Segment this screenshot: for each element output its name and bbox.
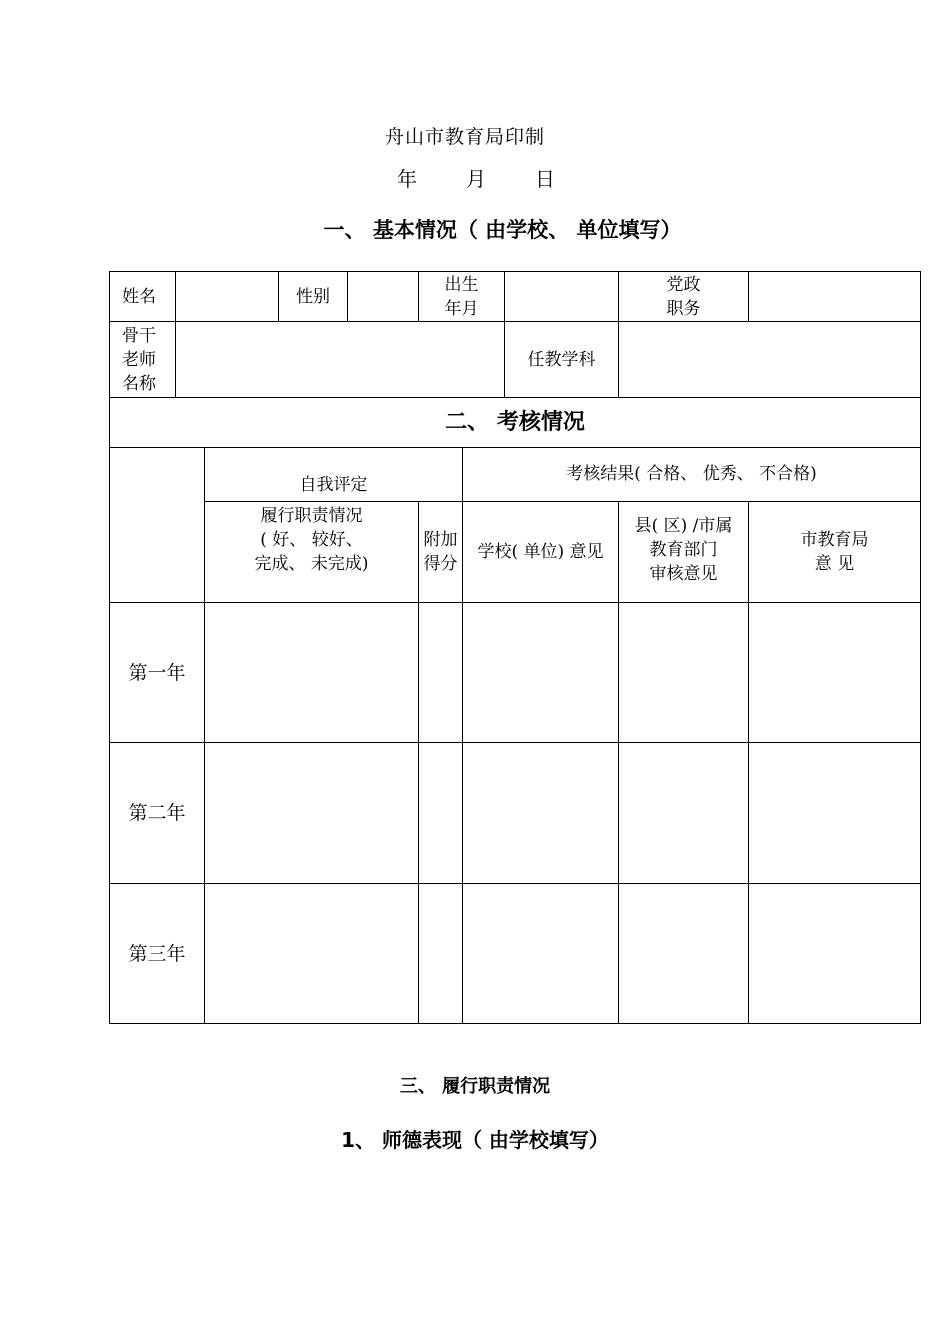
basic-info-row-1 [110, 272, 921, 322]
assessment-header-row-1 [110, 448, 921, 502]
school-opinion-cell[interactable] [463, 884, 619, 1024]
extra-score-cell[interactable] [419, 603, 463, 743]
year-3-label: 第三年 [110, 884, 205, 1024]
year-2-label: 第二年 [110, 743, 205, 884]
duty-performance-header: 履行职责情况 ( 好、 较好、 完成、 未完成) [205, 502, 419, 603]
school-opinion-cell[interactable] [463, 743, 619, 884]
section-duty-title: 三、 履行职责情况 [399, 1076, 551, 1097]
backbone-title-field[interactable] [176, 322, 505, 398]
city-opinion-cell[interactable] [749, 884, 921, 1024]
year-1-label: 第一年 [110, 603, 205, 743]
gender-label: 性别 [279, 272, 348, 322]
publisher-line: 舟山市教育局印制 [384, 126, 545, 148]
subject-field[interactable] [619, 322, 921, 398]
extra-score-cell[interactable] [419, 884, 463, 1024]
year-row-2 [110, 743, 921, 884]
extra-score-header: 附加 得分 [419, 502, 463, 603]
duty-cell[interactable] [205, 743, 419, 884]
city-opinion-cell[interactable] [749, 743, 921, 884]
year-row-3 [110, 884, 921, 1024]
city-opinion-cell[interactable] [749, 603, 921, 743]
birth-date-label: 出生 年月 [419, 272, 505, 322]
date-month-label: 月 [466, 167, 486, 191]
year-header-blank [110, 448, 205, 603]
assessment-result-header: 考核结果( 合格、 优秀、 不合格) [463, 448, 921, 502]
self-evaluation-header: 自我评定 [205, 448, 463, 502]
city-bureau-opinion-header: 市教育局 意 见 [749, 502, 921, 603]
assessment-section-title: 二、 考核情况 [110, 398, 921, 448]
basic-info-row-2 [110, 322, 921, 398]
date-day-label: 日 [535, 167, 555, 191]
school-opinion-cell[interactable] [463, 603, 619, 743]
ethics-subtitle: 1、 师德表现（ 由学校填写） [341, 1128, 609, 1152]
subject-label: 任教学科 [505, 322, 619, 398]
duty-cell[interactable] [205, 884, 419, 1024]
appraisal-form-table [109, 271, 921, 1024]
school-opinion-header: 学校( 单位) 意见 [463, 502, 619, 603]
county-review-cell[interactable] [619, 884, 749, 1024]
party-position-field[interactable] [749, 272, 921, 322]
assessment-title-row [110, 398, 921, 448]
extra-score-cell[interactable] [419, 743, 463, 884]
birth-date-field[interactable] [505, 272, 619, 322]
county-review-header: 县( 区) /市属 教育部门 审核意见 [619, 502, 749, 603]
name-label: 姓名 [110, 272, 176, 322]
section-basic-info-title: 一、 基本情况（ 由学校、 单位填写） [323, 218, 682, 242]
county-review-cell[interactable] [619, 603, 749, 743]
year-row-1 [110, 603, 921, 743]
name-field[interactable] [176, 272, 279, 322]
county-review-cell[interactable] [619, 743, 749, 884]
backbone-title-label: 骨干 老师 名称 [110, 322, 176, 398]
gender-field[interactable] [348, 272, 419, 322]
assessment-header-row-2 [110, 502, 921, 603]
date-year-label: 年 [397, 167, 417, 191]
duty-cell[interactable] [205, 603, 419, 743]
party-position-label: 党政 职务 [619, 272, 749, 322]
